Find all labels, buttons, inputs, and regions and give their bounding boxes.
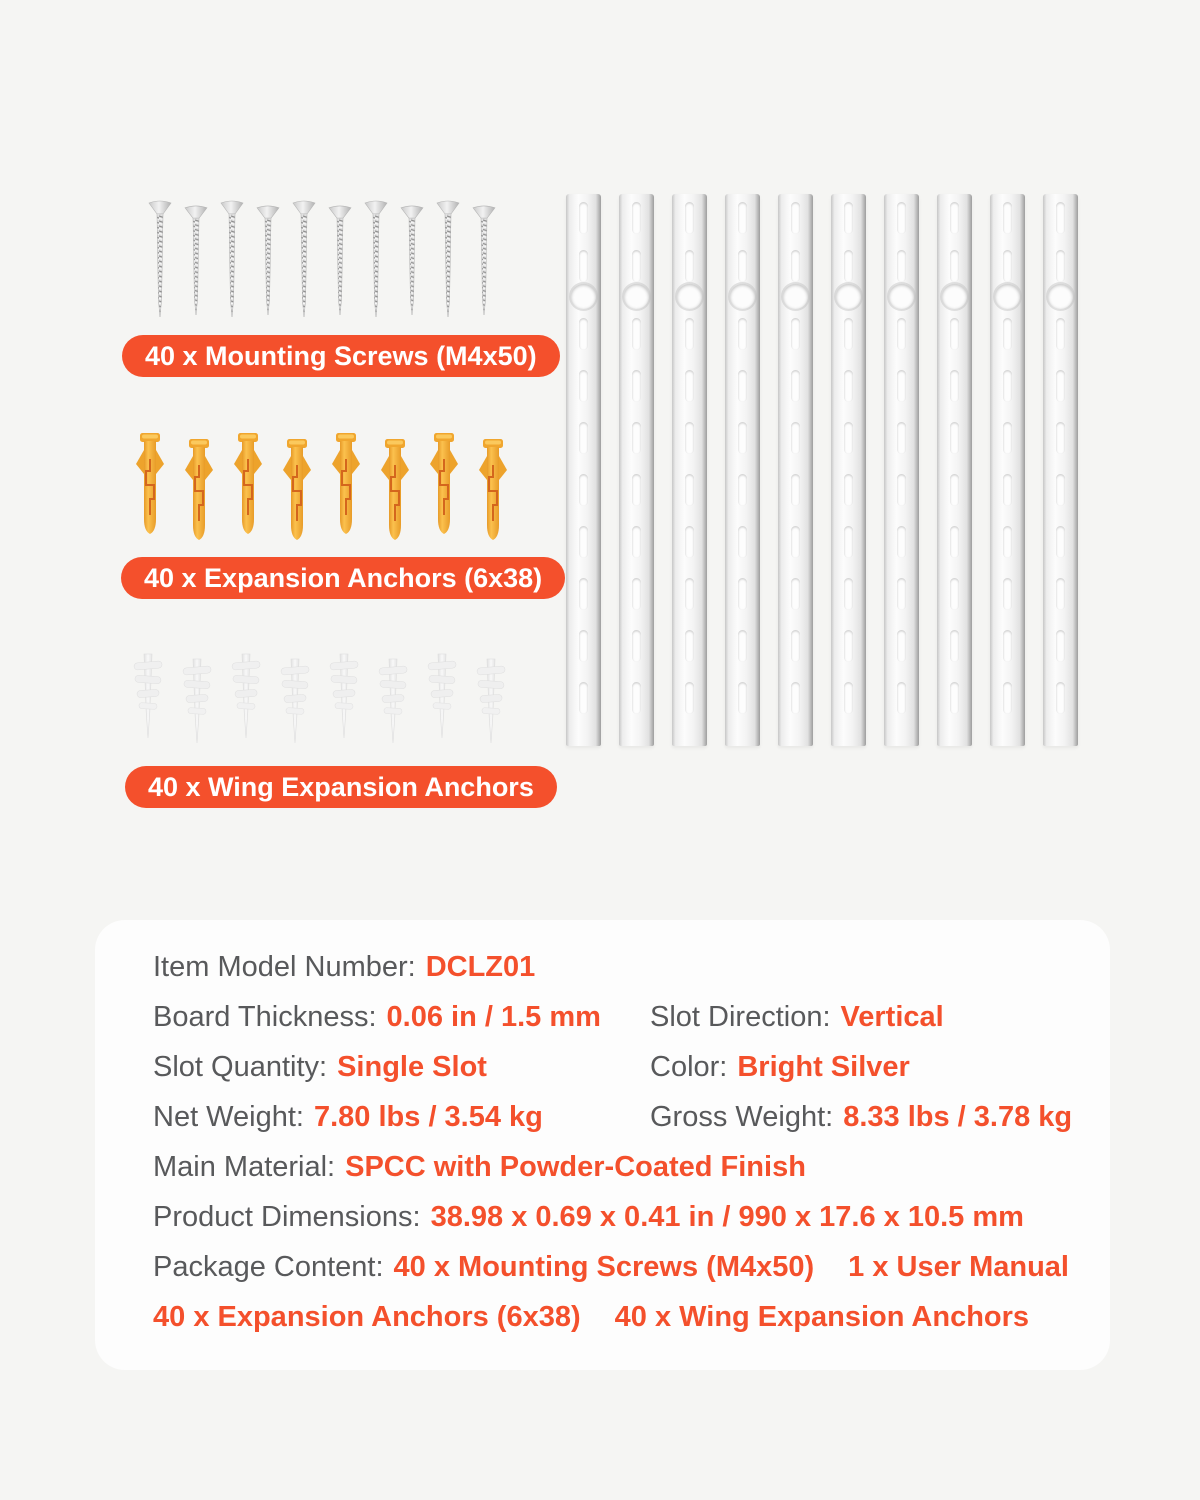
rail-screw-hole [677,284,702,309]
rail-slot [579,630,588,662]
wing-anchors-count-badge: 40 x Wing Expansion Anchors [125,766,557,808]
rail-slot [1003,474,1012,506]
slotted-rail-graphic [566,194,601,746]
rail-slot [579,370,588,402]
rail-slot [844,526,853,558]
rail-slot [950,370,959,402]
rail-slot [632,422,641,454]
spec-row [153,1042,1110,1092]
rail-screw-hole [730,284,755,309]
spec-value: SPCC with Powder-Coated Finish [345,1150,806,1183]
rail-screw-hole [942,284,967,309]
screw-graphic [363,200,389,322]
expansion-anchor-graphic [329,433,363,537]
rail-slot [1056,578,1065,610]
spec-value: 40 x Expansion Anchors (6x38) [153,1300,581,1333]
screw-graphic [399,205,425,320]
spec-row [153,942,1110,992]
rail-slot [632,578,641,610]
expansion-anchors-photo [133,433,510,537]
rail-slot [950,682,959,714]
rail-slot [791,250,800,282]
spec-pair-right [650,1042,910,1092]
screw-graphic [219,200,245,322]
wing-anchor-graphic [474,657,508,745]
rail-slot [738,318,747,350]
spec-value: 40 x Mounting Screws (M4x50) [393,1250,815,1283]
spec-row [153,1242,1110,1292]
rail-slot [738,630,747,662]
rail-slot [1056,474,1065,506]
rail-slot [1003,318,1012,350]
spec-label: Slot Direction: [650,1000,831,1033]
screw-graphic [183,205,209,320]
screw-graphic [255,205,281,320]
spec-card [95,920,1110,1370]
screws-count-badge: 40 x Mounting Screws (M4x50) [122,335,560,377]
rail-slot [950,422,959,454]
rail-slot [897,318,906,350]
rail-slot [1003,630,1012,662]
rail-slot [1003,682,1012,714]
rail-slot [897,370,906,402]
rail-slot [1003,422,1012,454]
rail-slot [685,422,694,454]
rail-slot [685,202,694,234]
spec-value: 1 x User Manual [848,1250,1069,1283]
mounting-screws-photo [147,200,497,322]
rail-slot [1003,370,1012,402]
rail-slot [791,630,800,662]
rail-slot [632,526,641,558]
rail-slot [579,318,588,350]
rail-slot [738,370,747,402]
slotted-rail-graphic [725,194,760,746]
rail-screw-hole [1048,284,1073,309]
rail-slot [897,202,906,234]
spec-row [153,1292,1110,1342]
rail-slot [738,422,747,454]
screw-graphic [147,200,173,322]
spec-value: Vertical [840,1000,944,1033]
rail-slot [685,370,694,402]
slotted-rails-photo [566,194,1078,746]
slotted-rail-graphic [672,194,707,746]
slotted-rail-graphic [778,194,813,746]
rail-slot [844,318,853,350]
wing-anchor-graphic [229,652,263,740]
slotted-rail-graphic [884,194,919,746]
expansion-anchor-graphic [133,433,167,537]
rail-screw-hole [571,284,596,309]
rail-slot [844,250,853,282]
wing-anchor-graphic [327,652,361,740]
rail-slot [738,250,747,282]
rail-slot [738,202,747,234]
rail-slot [950,474,959,506]
rail-screw-hole [995,284,1020,309]
rail-slot [844,202,853,234]
rail-slot [632,474,641,506]
spec-value: Bright Silver [737,1050,910,1083]
rail-slot [791,682,800,714]
rail-slot [579,578,588,610]
rail-slot [844,578,853,610]
spec-pair-right [650,992,944,1042]
rail-slot [791,578,800,610]
rail-screw-hole [624,284,649,309]
rail-slot [685,578,694,610]
rail-slot [897,630,906,662]
rail-slot [844,422,853,454]
rail-slot [950,526,959,558]
rail-slot [950,318,959,350]
spec-row [153,1142,1110,1192]
rail-slot [579,250,588,282]
rail-slot [1056,682,1065,714]
rail-slot [950,250,959,282]
spec-row [153,1092,1110,1142]
spec-label: Gross Weight: [650,1100,834,1133]
wing-anchor-graphic [425,652,459,740]
rail-slot [844,630,853,662]
expansion-anchor-graphic [231,433,265,537]
rail-slot [1003,250,1012,282]
rail-slot [1003,526,1012,558]
spec-pair-right [650,1092,1072,1142]
rail-slot [632,682,641,714]
rail-slot [579,682,588,714]
spec-value: 38.98 x 0.69 x 0.41 in / 990 x 17.6 x 10.5 mm [430,1200,1024,1233]
spec-value: 0.06 in / 1.5 mm [386,1000,601,1033]
rail-slot [1003,578,1012,610]
rail-slot [1056,422,1065,454]
rail-slot [844,370,853,402]
rail-slot [685,318,694,350]
rail-slot [844,682,853,714]
wing-anchor-graphic [180,657,214,745]
rail-screw-hole [783,284,808,309]
spec-label: Slot Quantity: [153,1050,328,1083]
rail-slot [685,630,694,662]
rail-slot [897,422,906,454]
rail-slot [1056,526,1065,558]
slotted-rail-graphic [619,194,654,746]
spec-value: DCLZ01 [425,950,536,983]
rail-slot [685,526,694,558]
expansion-anchor-graphic [280,439,314,543]
expansion-anchor-graphic [476,439,510,543]
rail-slot [1056,630,1065,662]
wing-anchor-graphic [376,657,410,745]
rail-slot [579,474,588,506]
spec-value: 8.33 lbs / 3.78 kg [843,1100,1073,1133]
spec-value: Single Slot [337,1050,487,1083]
rail-slot [632,202,641,234]
wing-anchor-graphic [278,657,312,745]
rail-slot [632,630,641,662]
spec-row [153,1192,1110,1242]
rail-slot [1056,318,1065,350]
expansion-anchor-graphic [182,439,216,543]
spec-value: 7.80 lbs / 3.54 kg [313,1100,543,1133]
spec-label: Product Dimensions: [153,1200,421,1233]
rail-slot [579,526,588,558]
wing-anchor-graphic [131,652,165,740]
slotted-rail-graphic [1043,194,1078,746]
spec-row [153,992,1110,1042]
screw-graphic [291,200,317,322]
rail-slot [1056,250,1065,282]
screw-graphic [435,200,461,322]
rail-slot [738,474,747,506]
rail-slot [897,250,906,282]
rail-slot [950,630,959,662]
rail-slot [579,422,588,454]
rail-slot [738,578,747,610]
rail-slot [950,202,959,234]
expansion-anchor-graphic [378,439,412,543]
expansion-anchors-count-badge: 40 x Expansion Anchors (6x38) [121,557,565,599]
rail-slot [950,578,959,610]
spec-label: Color: [650,1050,728,1083]
rail-slot [632,318,641,350]
rail-screw-hole [889,284,914,309]
spec-label: Net Weight: [153,1100,304,1133]
screw-graphic [471,205,497,320]
rail-slot [791,202,800,234]
rail-slot [897,526,906,558]
wing-anchors-photo [131,652,508,740]
rail-slot [1056,202,1065,234]
rail-slot [579,202,588,234]
rail-slot [1056,370,1065,402]
rail-slot [685,682,694,714]
rail-slot [791,370,800,402]
spec-label: Main Material: [153,1150,336,1183]
rail-slot [738,682,747,714]
rail-slot [632,250,641,282]
rail-slot [897,474,906,506]
rail-slot [632,370,641,402]
slotted-rail-graphic [831,194,866,746]
rail-slot [791,422,800,454]
rail-screw-hole [836,284,861,309]
spec-label: Package Content: [153,1250,384,1283]
slotted-rail-graphic [937,194,972,746]
spec-label: Board Thickness: [153,1000,377,1033]
rail-slot [685,474,694,506]
rail-slot [844,474,853,506]
spec-rows [153,942,1110,1342]
rail-slot [791,318,800,350]
rail-slot [1003,202,1012,234]
slotted-rail-graphic [990,194,1025,746]
rail-slot [685,250,694,282]
rail-slot [791,526,800,558]
expansion-anchor-graphic [427,433,461,537]
spec-label: Item Model Number: [153,950,416,983]
rail-slot [791,474,800,506]
spec-value: 40 x Wing Expansion Anchors [614,1300,1030,1333]
screw-graphic [327,205,353,320]
rail-slot [897,682,906,714]
rail-slot [897,578,906,610]
rail-slot [738,526,747,558]
